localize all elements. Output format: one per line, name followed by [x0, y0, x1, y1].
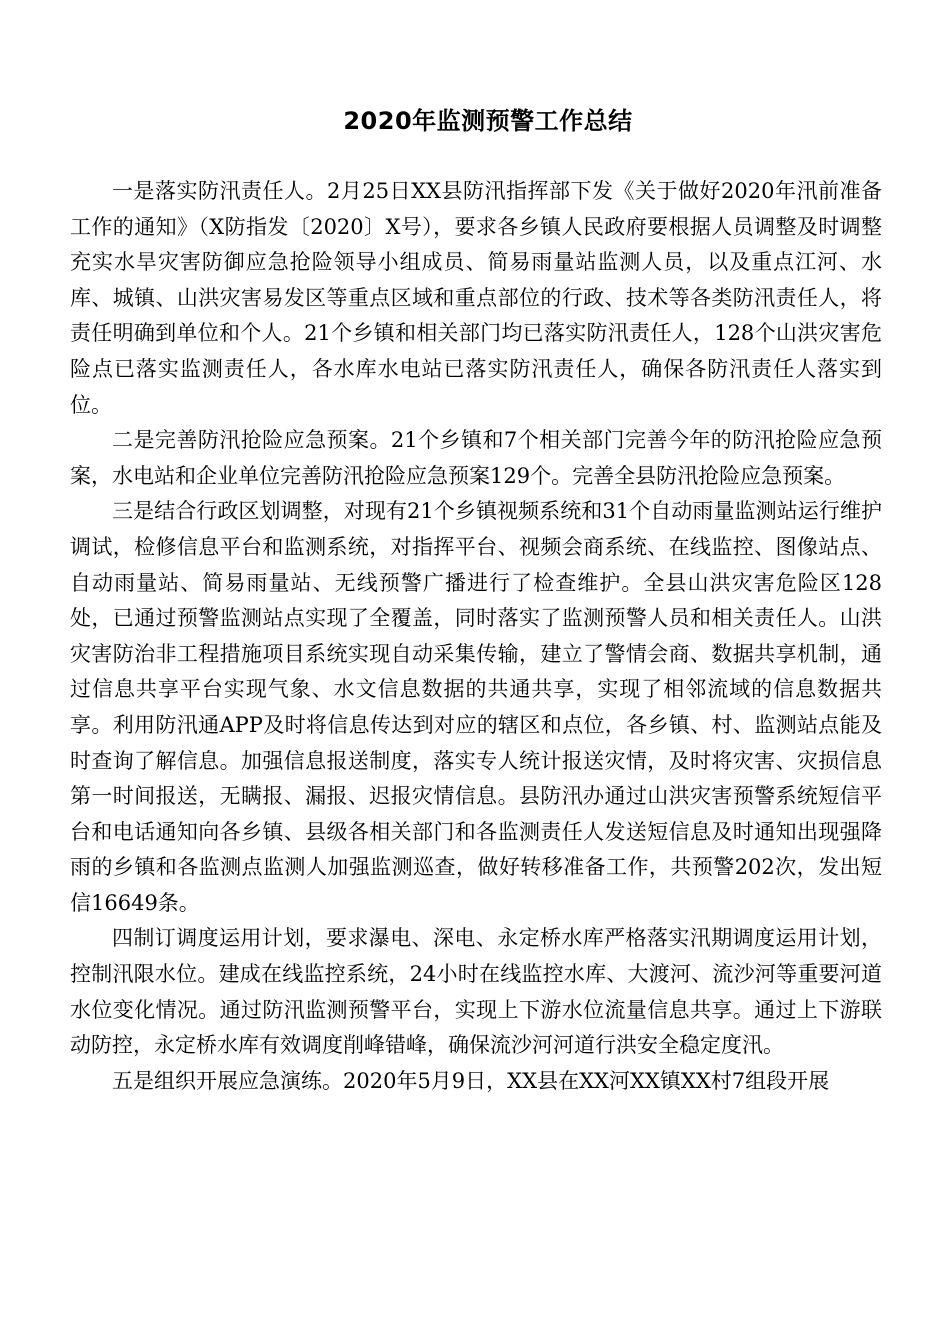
document-body [70, 174, 882, 1099]
document-page [70, 0, 882, 1344]
document-title: 2020年监测预警工作总结 [343, 107, 633, 135]
paragraph-monitoring-system: 三是结合行政区划调整，对现有21个乡镇视频系统和31个自动雨量监测站运行维护调试，检修信息平台和监测系统，对指挥平台、视频会商系统、在线监控、图像站点、自动雨量站、简易雨量站、无线预警广播进行了检查维护。全县山洪灾害危险区128处，已通过预警监测站点实现了全覆盖，同时落实了监测预警人员和相关责任人。山洪灾害防治非工程措施项目系统实现自动采集传输，建立了警情会商、数据共享机制，通过信息共享平台实现气象、水文信息数据的共通共享，实现了相邻流域的信息数据共享。利用防汛通APP及时将信息传达到对应的辖区和点位，各乡镇、村、监测站点能及时查询了解信息。加强信息报送制度，落实专人统计报送灾情，及时将灾害、灾损信息第一时间报送，无瞒报、漏报、迟报灾情信息。县防汛办通过山洪灾害预警系统短信平台和电话通知向各乡镇、县级各相关部门和各监测责任人发送短信息及时通知出现强降雨的乡镇和各监测点监测人加强监测巡查，做好转移准备工作，共预警202次，发出短信16649条。 [70, 499, 882, 915]
paragraph-emergency-plan: 二是完善防汛抢险应急预案。21个乡镇和7个相关部门完善今年的防汛抢险应急预案，水电站和企业单位完善防汛抢险应急预案129个。完善全县防汛抢险应急预案。 [70, 428, 882, 488]
paragraph-emergency-drill: 五是组织开展应急演练。2020年5月9日，XX县在XX河XX镇XX村7组段开展 [112, 1068, 830, 1093]
paragraph-responsibility: 一是落实防汛责任人。2月25日XX县防汛指挥部下发《关于做好2020年汛前准备工作的通知》（X防指发〔2020〕X号），要求各乡镇人民政府要根据人员调整及时调整充实水旱灾害防御应急抢险领导小组成员、简易雨量站监测人员，以及重点江河、水库、城镇、山洪灾害易发区等重点区域和重点部位的行政、技术等各类防汛责任人，将责任明确到单位和个人。21个乡镇和相关部门均已落实防汛责任人，128个山洪灾害危险点已落实监测责任人，各水库水电站已落实防汛责任人，确保各防汛责任人落实到位。 [70, 179, 882, 417]
paragraph-dispatch-plan: 四制订调度运用计划，要求瀑电、深电、永定桥水库严格落实汛期调度运用计划，控制汛限水位。建成在线监控系统，24小时在线监控水库、大渡河、流沙河等重要河道水位变化情况。通过防汛监测预警平台，实现上下游水位流量信息共享。通过上下游联动防控，永定桥水库有效调度削峰错峰，确保流沙河河道行洪安全稳定度汛。 [70, 926, 882, 1058]
